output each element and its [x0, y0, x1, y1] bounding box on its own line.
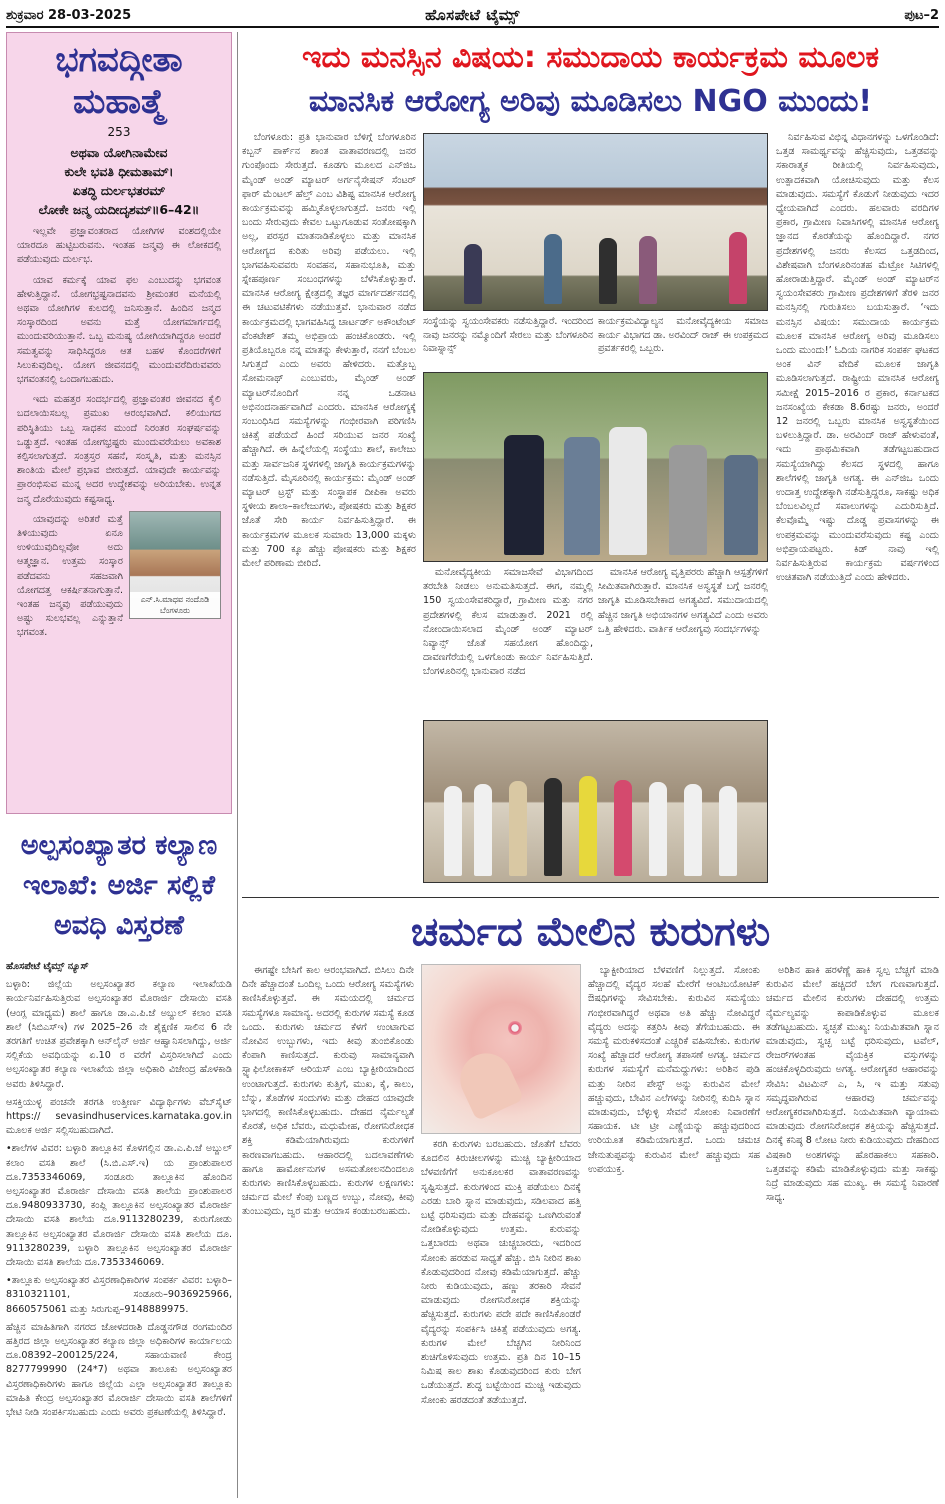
ngo-column-4 — [776, 131, 939, 889]
figure — [474, 784, 492, 876]
figure — [729, 232, 747, 304]
skin-boil-image — [421, 964, 581, 1134]
newspaper-title: ಹೊಸಪೇಟೆ ಟೈಮ್ಸ್ — [425, 6, 520, 24]
figure — [579, 776, 597, 876]
verse-line: ಕುಲೇ ಭವತಿ ಧೀಮತಾಮ್। — [64, 164, 174, 179]
figure — [724, 455, 758, 555]
section-divider — [242, 897, 939, 898]
gita-title-line1: ಭಗವದ್ಗೀತಾ — [55, 40, 183, 80]
ngo-paragraph: ಬೆಂಗಳೂರು: ಪ್ರತಿ ಭಾನುವಾರ ಬೆಳಿಗ್ಗೆ ಬೆಂಗಳೂರಿನ ಕಬ್ಬನ್ ಪಾರ್ಕ್‌ನ ಶಾಂತ ವಾತಾವರಣದಲ್ಲಿ ಜನರ ಗುಂಪೊಂದು ಸೇರುತ್ತದೆ. ಕೂಡಗು ಮೂಲದ ಎನ್‌ಜಿಒ ಮೈಂಡ್ ಅಂಡ್ ಮ್ಯಾಟರ್ ಅರ್ಗನೈಸೇಷನ್ ಸೆಂಟರ್ ಫಾರ್ ಮೆಂಟಲ್ ಹೆಲ್ತ್ ಎಂಬ ವಿಶಿಷ್ಟ ಮಾನಸಿಕ ಆರೋಗ್ಯ ಕಾರ್ಯಕ್ರಮವನ್ನು ಹಮ್ಮಿಕೊಳ್ಳಲಾಗುತ್ತದೆ. ಜನರು ಇಲ್ಲಿ ಬಂದು ಸೇರುವುದು ಕೇವಲ ಒಟ್ಟುಗೂಡುವ ಸಂತೋಷಕ್ಕಾಗಿ ಅಲ್ಲ, ಪರಸ್ಪರ ಮಾತನಾಡಿಕೊಳ್ಳಲು ಮತ್ತು ಮಾನಸಿಕ ಆರೋಗ್ಯದ ಕುರಿತು ಅರಿವು ಪಡೆಯಲು. ಇಲ್ಲಿ ಭಾಗವಹಿಸುವವರು ಸಂವಹನ, ಸಹಾನುಭೂತಿ, ಮತ್ತು ಸ್ನೇಹಪೂರ್ಣ ಸಂಬಂಧಗಳನ್ನು ಬೆಳೆಸಿಕೊಳ್ಳುತ್ತಾರೆ. ಮಾನಸಿಕ ಆರೋಗ್ಯ ಕ್ಷೇತ್ರದಲ್ಲಿ ತಜ್ಞರ ಮಾರ್ಗದರ್ಶನದಲ್ಲಿ ಈ ಚಟುವಟಿಕೆಗಳು ನಡೆಯುತ್ತವೆ. ಭಾನುವಾರ ನಡೆದ ಕಾರ್ಯಕ್ರಮದಲ್ಲಿ ಭಾಗವಹಿಸಿದ್ದ ಚಾರ್ಟರ್ಡ್ ಅಕೌಂಟೆಂಟ್ ವೆಂಕಟೇಶ್ ತಮ್ಮ ಅಭಿಪ್ರಾಯ ಹಂಚಿಕೊಂಡರು. ಇಲ್ಲಿ ಪ್ರತಿಯೊಬ್ಬರೂ ನನ್ನ ಮಾತನ್ನು ಕೇಳುತ್ತಾರೆ, ನನಗೆ ಬೆಂಬಲ ಸಿಗುತ್ತದೆ ಎಂದು ಅವರು ಹೇಳಿದರು. ಮತ್ತೊಬ್ಬ ಸೋಮನಾಥ್ ಎಂಬುವರು, ಮೈಂಡ್ ಅಂಡ್ ಮ್ಯಾಟರ್‌ನೊಂದಿಗೆ ನನ್ನ ಒಡನಾಟ ಅಭಿನಂದನಾರ್ಹವಾಗಿದೆ ಎಂದರು. ಮಾನಸಿಕ ಆರೋಗ್ಯಕ್ಕೆ ಸಂಬಂಧಿಸಿದ ಸಮಸ್ಯೆಗಳನ್ನು ಗಂಭೀರವಾಗಿ ಪರಿಗಣಿಸಿ ಚಿಕಿತ್ಸೆ ಪಡೆಯದೆ ಹಿಂದೆ ಸರಿಯುವ ಜನರ ಸಂಖ್ಯೆ ಹೆಚ್ಚಾಗಿದೆ. ಈ ಹಿನ್ನೆಲೆಯಲ್ಲಿ ಸಂಸ್ಥೆಯು ಶಾಲೆ, ಕಾಲೇಜು ಮತ್ತು ಸಾರ್ವಜನಿಕ ಸ್ಥಳಗಳಲ್ಲಿ ಜಾಗೃತಿ ಕಾರ್ಯಕ್ರಮಗಳನ್ನು ನಡೆಸುತ್ತಿದೆ. ಮೈಸೂರಿನಲ್ಲಿ ಕಾರ್ಯಕ್ರಮ: ಮೈಂಡ್ ಅಂಡ್ ಮ್ಯಾಟರ್ ಟ್ರಸ್ಟ್ ಮತ್ತು ಸಂಸ್ಥಾಪಕ ದೀಪಿಕಾ ಅವರು ಸ್ಥಳೀಯ ಶಾಲಾ–ಕಾಲೇಜುಗಳು, ಪೋಷಕರು ಮತ್ತು ಶಿಕ್ಷಕರ ಜೊತೆ ಸೇರಿ ಕಾರ್ಯ ನಿರ್ವಹಿಸುತ್ತಿದ್ದಾರೆ. ಈ ಕಾರ್ಯಕ್ರಮಗಳ ಮೂಲಕ ಸುಮಾರು 13,000 ಮಕ್ಕಳು ಮತ್ತು 700 ಕ್ಕೂ ಹೆಚ್ಚು ಪೋಷಕರು ಮತ್ತು ಶಿಕ್ಷಕರ ಮೇಲೆ ಪರಿಣಾಮ ಬೀರಿದೆ. — [242, 132, 416, 570]
ngo-headline-line1: ಇದು ಮನಸ್ಸಿನ ವಿಷಯ: ಸಮುದಾಯ ಕಾರ್ಯಕ್ರಮ ಮೂಲಕ — [302, 40, 879, 75]
ngo-column-2 — [423, 566, 593, 716]
ngo-photo-group — [423, 372, 768, 562]
issue-date: ಶುಕ್ರವಾರ 28-03-2025 — [6, 7, 132, 23]
ngo-paragraph: ಮಾನಸಿಕ ಆರೋಗ್ಯ ವೃತ್ತಿಪರರು ಹೆಚ್ಚಾಗಿ ಆಸ್ಪತ್ರೆಗಳಿಗೆ ಸೀಮಿತವಾಗಿರುತ್ತಾರೆ. ಮಾನಸಿಕ ಅಸ್ವಸ್ಥತೆ ಬಗ್ಗೆ ಜನರಲ್ಲಿ ಜಾಗೃತಿ ಮೂಡಿಸಬೇಕಾದ ಅಗತ್ಯವಿದೆ. ಸಮುದಾಯದಲ್ಲಿ ಹೆಚ್ಚಿನ ಜಾಗೃತಿ ಅಭಿಯಾನಗಳ ಅಗತ್ಯವಿದೆ ಎಂದು ಅವರು ಒತ್ತಿ ಹೇಳಿದರು. ವಾರ್ತಿಕ ಆರೋಗ್ಯವು ಸಂದರ್ಭಗಳನ್ನು — [598, 567, 768, 635]
skin-paragraph: ಬ್ಯಾಕ್ಟೀರಿಯಾದ ಬೆಳವಣಿಗೆ ನಿಲ್ಲುತ್ತದೆ. ಸೋಂಕು ಹೆಚ್ಚಾದಲ್ಲಿ ವೈದ್ಯರ ಸಲಹೆ ಮೇರೆಗೆ ಆಂಟಿಬಯೋಟಿಕ್ ಔಷಧಿಗಳನ್ನು ಸೇವಿಸಬೇಕು. ಕುರುವಿನ ಸಮಸ್ಯೆಯು ಗಂಭೀರವಾಗಿದ್ದರೆ ಅಥವಾ ಅತಿ ಹೆಚ್ಚು ನೋವಿದ್ದರೆ ವೈದ್ಯರು ಅದನ್ನು ಕತ್ತರಿಸಿ ಕೀವು ತೆಗೆಯಬಹುದು. ಈ ಸಮಸ್ಯೆ ಮರುಕಳಿಸದಂತೆ ಎಚ್ಚರಿಕೆ ವಹಿಸಬೇಕು. ಕುರುಗಳ ಸಂಖ್ಯೆ ಹೆಚ್ಚಾದರೆ ಆರೋಗ್ಯ ತಪಾಸಣೆ ಅಗತ್ಯ. ಚರ್ಮದ ಕುರುಗಳ ಸಮಸ್ಯೆಗೆ ಮನೆಮದ್ದುಗಳು: ಅರಿಶಿನ ಪುಡಿ ಮತ್ತು ನೀರಿನ ಪೇಸ್ಟ್ ಅನ್ನು ಕುರುವಿನ ಮೇಲೆ ಹಚ್ಚುವುದು, ಬೇವಿನ ಎಲೆಗಳನ್ನು ನೀರಿನಲ್ಲಿ ಕುದಿಸಿ ಸ್ನಾನ ಮಾಡುವುದು, ಬೆಳ್ಳುಳ್ಳಿ ಸೇವನೆ ಸೋಂಕು ನಿವಾರಣೆಗೆ ಸಹಾಯಕ. ಟೀ ಟ್ರೀ ಎಣ್ಣೆಯನ್ನು ಹಚ್ಚುವುದರಿಂದ ಉರಿಯೂತ ಕಡಿಮೆಯಾಗುತ್ತದೆ. ಒಂದು ಚಮಚ ಜೇನುತುಪ್ಪವನ್ನು ಕುರುವಿನ ಮೇಲೆ ಹಚ್ಚುವುದು ಸಹ ಉಪಯುಕ್ತ. — [588, 965, 760, 1175]
verse-line: ಲೋಕೇ ಜನ್ಮ ಯದೀದೃಶಮ್॥6–42॥ — [38, 202, 200, 217]
skin-paragraph: ಅರಿಶಿನ ಹಾಕಿ ಹರಳೆಣ್ಣೆ ಹಾಕಿ ಸ್ವಲ್ಪ ಬೆಚ್ಚಗೆ ಮಾಡಿ ಕುರುವಿನ ಮೇಲೆ ಹಚ್ಚಿದರೆ ಬೇಗ ಗುಣವಾಗುತ್ತದೆ. ಚರ್ಮದ ಮೇಲಿನ ಕುರುಗಳು ದೇಹದಲ್ಲಿ ಉತ್ತಮ ನೈರ್ಮಲ್ಯವನ್ನು ಕಾಪಾಡಿಕೊಳ್ಳುವ ಮೂಲಕ ತಡೆಗಟ್ಟಬಹುದು. ಸ್ವಚ್ಛತೆ ಮುಖ್ಯ: ನಿಯಮಿತವಾಗಿ ಸ್ನಾನ ಮಾಡುವುದು, ಸ್ವಚ್ಛ ಬಟ್ಟೆ ಧರಿಸುವುದು, ಟವೆಲ್, ರೇಜರ್‌ಗಳಂತಹ ವೈಯಕ್ತಿಕ ವಸ್ತುಗಳನ್ನು ಹಂಚಿಕೊಳ್ಳದಿರುವುದು ಅಗತ್ಯ. ಆರೋಗ್ಯಕರ ಆಹಾರವನ್ನು ಸೇವಿಸಿ: ವಿಟಮಿನ್ ಎ, ಸಿ, ಇ ಮತ್ತು ಸತುವು ಸಮೃದ್ಧವಾಗಿರುವ ಆಹಾರವು ಚರ್ಮವನ್ನು ಆರೋಗ್ಯಕರವಾಗಿರಿಸುತ್ತದೆ. ನಿಯಮಿತವಾಗಿ ವ್ಯಾಯಾಮ ಮಾಡುವುದು ರೋಗನಿರೋಧಕ ಶಕ್ತಿಯನ್ನು ಹೆಚ್ಚಿಸುತ್ತದೆ. ದಿನಕ್ಕೆ ಕನಿಷ್ಠ 8 ಲೋಟ ನೀರು ಕುಡಿಯುವುದು ದೇಹದಿಂದ ವಿಷಕಾರಿ ಅಂಶಗಳನ್ನು ಹೊರಹಾಕಲು ಸಹಕಾರಿ. ಒತ್ತಡವನ್ನು ಕಡಿಮೆ ಮಾಡಿಕೊಳ್ಳುವುದು ಮತ್ತು ಸಾಕಷ್ಟು ನಿದ್ರೆ ಮಾಡುವುದು ಸಹ ಮುಖ್ಯ. ಈ ಸಮಸ್ಯೆ ನಿವಾರಣೆ ಸಾಧ್ಯ. — [766, 965, 939, 1204]
author-name: ಎನ್.ಸಿ.ಮಾಧವ ನಂದೊಡಿ — [140, 594, 210, 604]
minority-headline: ಅಲ್ಪಸಂಖ್ಯಾತರ ಕಲ್ಯಾಣ ಇಲಾಖೆ: ಅರ್ಜಿ ಸಲ್ಲಿಕೆ ಅವಧಿ ವಿಸ್ತರಣೆ — [20, 830, 218, 941]
figure — [504, 435, 544, 555]
minority-paragraph: ಹೆಚ್ಚಿನ ಮಾಹಿತಿಗಾಗಿ ನಗರದ ಜೋಳದರಾಶಿ ದೊಡ್ಡನಗೌಡ ರಂಗಮಂದಿರ ಹತ್ತಿರದ ಜಿಲ್ಲಾ ಅಲ್ಪಸಂಖ್ಯಾತರ ಕಲ್ಯಾಣ ಜಿಲ್ಲಾ ಅಧಿಕಾರಿಗಳ ಕಾರ್ಯಾಲಯ ದೂ.08392–200125/224, ಸಹಾಯವಾಣಿ ಕೇಂದ್ರ 8277799990 (24*7) ಅಥವಾ ತಾಲೂಕು ಅಲ್ಪಸಂಖ್ಯಾತರ ವಿಸ್ತರಣಾಧಿಕಾರಿಗಳು ಹಾಗೂ ಜಿಲ್ಲೆಯ ಎಲ್ಲಾ ಅಲ್ಪಸಂಖ್ಯಾತರ ತಾಲ್ಲೂಕು ಮಾಹಿತಿ ಕೇಂದ್ರ ಅಲ್ಪಸಂಖ್ಯಾತರ ಮೊರಾರ್ಜಿ ದೇಸಾಯಿ ವಸತಿ ಶಾಲೆಗಳಿಗೆ ಭೇಟಿ ನೀಡಿ ಸಂಪರ್ಕಿಸಬಹುದು ಎಂದು ಅವರು ಪ್ರಕಟಣೆಯಲ್ಲಿ ತಿಳಿಸಿದ್ದಾರೆ. — [6, 1321, 232, 1419]
masthead — [6, 4, 939, 28]
column-rule — [237, 32, 238, 1498]
ngo-headline-line2: ಮಾನಸಿಕ ಆರೋಗ್ಯ ಅರಿವು ಮೂಡಿಸಲು NGO ಮುಂದು! — [308, 84, 873, 119]
ngo-photo-students — [423, 720, 768, 883]
figure — [544, 234, 562, 304]
ngo-photo-mural — [423, 133, 768, 311]
minority-paragraph: •ಶಾಲೆಗಳ ವಿವರ: ಬಳ್ಳಾರಿ ತಾಲ್ಲೂಕಿನ ಕೊಳಗಲ್ಲಿನ ಡಾ.ಎ.ಪಿ.ಜೆ ಅಬ್ದುಲ್ ಕಲಾಂ ವಸತಿ ಶಾಲೆ (ಸಿ.ಬಿ.ಎಸ್.ಇ) ಯ ಪ್ರಾಂಶುಪಾಲರ ದೂ.7353346069, ಸಂಡೂರು ತಾಲ್ಲೂಕಿನ ಹೊಂದಿನ ಅಲ್ಪಸಂಖ್ಯಾತರ ಮೊರಾರ್ಜಿ ದೇಸಾಯಿ ವಸತಿ ಶಾಲೆಯ ಪ್ರಾಂಶುಪಾಲರ ದೂ.9480933730, ಕಂಪ್ಲಿ ತಾಲ್ಲೂಕಿನ ಅಲ್ಪಸಂಖ್ಯಾತರ ಮೊರಾರ್ಜಿ ದೇಸಾಯಿ ವಸತಿ ಶಾಲೆಯ ದೂ.9113280239, ಕುರುಗೋಡು ತಾಲ್ಲೂಕಿನ ಅಲ್ಪಸಂಖ್ಯಾತರ ಮೊರಾರ್ಜಿ ದೇಸಾಯಿ ವಸತಿ ಶಾಲೆಯ ದೂ. 9113280239, ಬಳ್ಳಾರಿ ತಾಲ್ಲೂಕಿನ ಅಲ್ಪಸಂಖ್ಯಾತರ ಮೊರಾರ್ಜಿ ದೇಸಾಯಿ ವಸತಿ ಶಾಲೆಯ ದೂ.7353346069. — [6, 1143, 232, 1269]
finger-shape — [452, 1045, 524, 1121]
ngo-caption-2: ಕಾರ್ಯಕ್ರಮವಿದ್ಯಾಲ್ಯನ ಮನೋವೈದ್ಯಕೀಯ ಸಮಾಜ ಕಾರ್ಯ ವಿಭಾಗದ ಡಾ. ಅರವಿಂದ್ ರಾಜ್ ಈ ಉಪಕ್ರಮದ ಪ್ರವರ್ತಕರಲ್ಲಿ ಒಬ್ಬರು. — [598, 316, 768, 355]
gita-body — [17, 225, 221, 641]
gita-title-line2: ಮಹಾತ್ಮೆ — [73, 82, 165, 122]
minority-body — [6, 960, 232, 1504]
minority-byline: ಹೊಸಪೇಟೆ ಟೈಮ್ಸ್ ನ್ಯೂಸ್ — [6, 961, 89, 972]
ngo-headline — [242, 36, 939, 124]
figure — [719, 786, 737, 876]
skin-column-3 — [588, 964, 760, 1496]
author-photo — [129, 511, 221, 619]
figure — [464, 244, 482, 304]
figure — [444, 786, 462, 876]
ngo-paragraph: ನಿರ್ವಹಿಸುವ ವಿಭಿನ್ನ ವಿಧಾನಗಳನ್ನು ಒಳಗೊಂಡಿದೆ: ಒತ್ತಡ ಸಾಮರ್ಥ್ಯವನ್ನು ಹೆಚ್ಚಿಸುವುದು, ಒತ್ತಡವನ್ನು ಸಕಾರಾತ್ಮಕ ರೀತಿಯಲ್ಲಿ ನಿರ್ವಹಿಸುವುದು, ಉತ್ಪಾದಕವಾಗಿ ಯೋಚಿಸುವುದು ಮತ್ತು ಕೆಲಸ ಮಾಡುವುದು. ಸಮಸ್ಯೆಗೆ ಕೊಡುಗೆ ನೀಡುವುದು ಇದರ ಧ್ಯೇಯವಾಗಿದೆ ಎಂದರು. ಹಲವಾರು ವರದಿಗಳ ಪ್ರಕಾರ, ಗ್ರಾಮೀಣ ನಿವಾಸಿಗಳಲ್ಲಿ ಮಾನಸಿಕ ಆರೋಗ್ಯ ಜ್ಞಾನದ ಕೊರತೆಯನ್ನು ಹೊಂದಿದ್ದಾರೆ. ನಗರ ಪ್ರದೇಶಗಳಲ್ಲಿ ಜನರು ಕೆಲಸದ ಒತ್ತಡದಿಂದ, ವಿಶೇಷವಾಗಿ ಬೆಂಗಳೂರಿನಂತಹ ಮೆಟ್ರೋ ಸಿಟಿಗಳಲ್ಲಿ ಹೋರಾಡುತ್ತಿದ್ದಾರೆ. ಮೈಂಡ್ ಅಂಡ್ ಮ್ಯಾಟರ್‌ನ ಸ್ವಯಂಸೇವಕರು ಗ್ರಾಮೀಣ ಪ್ರದೇಶಗಳಿಗೆ ತೆರಳಿ ಜನರ ಮನಸ್ಸಿನಲ್ಲಿ ಗುರುತಿಸಲು ಬಯಸುತ್ತಾರೆ. ‘ಇದು ಮನಸ್ಸಿನ ವಿಷಯ: ಸಮುದಾಯ ಕಾರ್ಯಕ್ರಮ ಮೂಲಕ ಮಾನಸಿಕ ಆರೋಗ್ಯ ಅರಿವು ಮೂಡಿಸಲು ಒಂದು ಮುಂದು!’ ಓದಿಯ ನಾಗರಿಕ ಸಂಪರ್ಕ ಘಟಕದ ಅಂಕ ವಿನ್ ವೇದಿಕೆ ಮೂಲಕ ಜಾಗೃತಿ ಮೂಡಿಸಲಾಗುತ್ತದೆ. ರಾಷ್ಟ್ರೀಯ ಮಾನಸಿಕ ಆರೋಗ್ಯ ಸಮೀಕ್ಷೆ 2015–2016 ರ ಪ್ರಕಾರ, ಕರ್ನಾಟಕದ ಜನಸಂಖ್ಯೆಯ ಕೇಕಡಾ 8.6ರಷ್ಟು ಜನರು, ಅಂದರೆ 12 ಜನರಲ್ಲಿ ಒಬ್ಬರು ಮಾನಸಿಕ ಅಸ್ವಸ್ಥತೆಯಿಂದ ಬಳಲುತ್ತಿದ್ದಾರೆ. ಡಾ. ಅರವಿಂದ್ ರಾಜ್ ಹೇಳುವಂತೆ, ಇದು ಪ್ರಾಥಮಿಕವಾಗಿ ತಡೆಗಟ್ಟಬಹುದಾದ ಸಮಸ್ಯೆಯಾಗಿದ್ದು ಕೆಲಸದ ಸ್ಥಳದಲ್ಲಿ ಹಾಗೂ ಶಾಲೆಗಳಲ್ಲಿ ಜಾಗೃತಿ ಅಗತ್ಯ. ಈ ಎನ್‌ಜಿಒ ಒಂದು ಉದಾತ್ತ ಉದ್ದೇಶಕ್ಕಾಗಿ ನಡೆಸುತ್ತಿದ್ದರೂ, ಸಾಕಷ್ಟು ಅಧಿಕ ಬೆಂಬಲವಿಲ್ಲದೆ ಸವಾಲುಗಳನ್ನು ಎದುರಿಸುತ್ತಿದೆ. ಕೆಲವೊಮ್ಮೆ ಇಷ್ಟು ದೊಡ್ಡ ಪ್ರವಾಸಗಳನ್ನು ಈ ಉಪಕ್ರಮವನ್ನು ಮುಂದುವರೆಸುವುದು ಕಷ್ಟ ಎಂದು ಅಭಿಪ್ರಾಯಪಟ್ಟರು. ಕಿಡ್ ನಾವು ಇಲ್ಲಿ ನಿರ್ವಹಿಸುತ್ತಿರುವ ಕಾರ್ಯಕ್ರಮ ವರ್ಷಗಳಿಂದ ಉಚಿತವಾಗಿ ನಡೆಯುತ್ತಿದೆ ಎಂದು ಹೇಳಿದರು. — [776, 132, 939, 584]
figure — [684, 784, 702, 876]
figure — [669, 445, 707, 555]
verse-line: ಅಥವಾ ಯೋಗಿನಾಮೇವ — [70, 145, 168, 160]
gita-number: 253 — [107, 125, 131, 139]
skin-column-2 — [421, 1138, 581, 1496]
verse-line: ಏತದ್ಧಿ ದುರ್ಲಭತರಮ್ — [72, 183, 166, 198]
figure — [639, 236, 657, 304]
gita-paragraph: ಇದು ಮಹತ್ತರ ಸಂದರ್ಭದಲ್ಲಿ ಪ್ರಜ್ಞಾವಂತರ ಜೀವನದ ಕೈಲಿ ಬದಲಾಯಿಸಬಲ್ಲ ಪ್ರಮುಖ ಆರಂಭವಾಗಿದೆ. ಕಲಿಯುಗದ ಪರಿಸ್ಥಿತಿಯು ಒಬ್ಬ ಸಾಧಕನ ಮುಂದೆ ನಿರಂತರ ಸಂಘರ್ಷವನ್ನು ಒಡ್ಡುತ್ತದೆ. ಇಂತಹ ಯೋಗಭ್ರಷ್ಟರು ಮುಂದುವರೆಯಲು ಅವಕಾಶ ಕಲ್ಪಿಸಲಾಗುತ್ತದೆ. ಸಂತ್ರಸ್ತರ ಸಹನೆ, ಸಂಸ್ಕೃತಿ, ಮತ್ತು ಮನಸ್ಸಿನ ಶಾಂತಿಯ ಮೇಲೆ ಪ್ರಭಾವ ಬೀರುತ್ತದೆ. ಯಾವುದೇ ಕಾರ್ಯವನ್ನು ಪ್ರಾರಂಭಿಸುವ ಮುನ್ನ ಅದರ ಉದ್ದೇಶವನ್ನು ಅರಿಯಬೇಕು. ಉನ್ನತ ಜನ್ಮ ದೊರೆಯುವುದು ಕಷ್ಟಸಾಧ್ಯ. — [17, 394, 221, 505]
ngo-column-1 — [242, 131, 416, 889]
figure — [564, 437, 600, 555]
page-number: ಪುಟ–2 — [904, 7, 939, 23]
ngo-column-3 — [598, 566, 768, 716]
minority-paragraph: ಆಸಕ್ತಿಯುಳ್ಳ ಪಂಚನೇ ತರಗತಿ ಉತ್ತೀರ್ಣ ವಿದ್ಯಾರ್ಥಿಗಳು ವೆಬ್‌ಸೈಟ್ https:// sevasindhuservices.karnataka.gov.in ಮೂಲಕ ಅರ್ಜಿ ಸಲ್ಲಿಸಬಹುದಾಗಿದೆ. — [6, 1096, 232, 1137]
gita-verse — [17, 143, 221, 219]
skin-paragraph: ಕರಗಿ ಕುರುಗಳು ಬರಬಹುದು. ಜೊತೆಗೆ ಬೆವರು ಕೂದಲಿನ ಕಿರುಚೀಲಗಳನ್ನು ಮುಚ್ಚಿ ಬ್ಯಾಕ್ಟೀರಿಯಾದ ಬೆಳವಣಿಗೆಗೆ ಅನುಕೂಲಕರ ವಾತಾವರಣವನ್ನು ಸೃಷ್ಟಿಸುತ್ತದೆ. ಕುರುಗಳಿಂದ ಮುಕ್ತಿ ಪಡೆಯಲು ದಿನಕ್ಕೆ ಎರಡು ಬಾರಿ ಸ್ನಾನ ಮಾಡುವುದು, ಸಡಿಲವಾದ ಹತ್ತಿ ಬಟ್ಟೆ ಧರಿಸುವುದು ಮತ್ತು ದೇಹವನ್ನು ಒಣಗಿರುವಂತೆ ನೋಡಿಕೊಳ್ಳುವುದು ಉತ್ತಮ. ಕುರುವನ್ನು ಒತ್ತಬಾರದು ಅಥವಾ ಚುಚ್ಚಬಾರದು, ಇದರಿಂದ ಸೋಂಕು ಹರಡುವ ಸಾಧ್ಯತೆ ಹೆಚ್ಚು. ಬಿಸಿ ನೀರಿನ ಶಾಖ ಕೊಡುವುದರಿಂದ ನೋವು ಕಡಿಮೆಯಾಗುತ್ತದೆ. ಹೆಚ್ಚು ನೀರು ಕುಡಿಯುವುದು, ಹಣ್ಣು ತರಕಾರಿ ಸೇವನೆ ಮಾಡುವುದು ರೋಗನಿರೋಧಕ ಶಕ್ತಿಯನ್ನು ಹೆಚ್ಚಿಸುತ್ತದೆ. ಕುರುಗಳು ಪದೇ ಪದೇ ಕಾಣಿಸಿಕೊಂಡರೆ ವೈದ್ಯರನ್ನು ಸಂಪರ್ಕಿಸಿ ಚಿಕಿತ್ಸೆ ಪಡೆಯುವುದು ಅಗತ್ಯ. ಕುರುಗಳ ಮೇಲೆ ಬೆಚ್ಚಗಿನ ನೀರಿನಿಂದ ಶುಚಿಗೊಳಿಸುವುದು ಉತ್ತಮ. ಪ್ರತಿ ದಿನ 10–15 ನಿಮಿಷ ಕಾಲ ಶಾಖ ಕೊಡುವುದರಿಂದ ಕುರು ಬೇಗ ಒಡೆಯುತ್ತದೆ. ಶುದ್ಧ ಬಟ್ಟೆಯಿಂದ ಮುಚ್ಚಿ ಇಡುವುದು ಸೋಂಕು ಹರಡದಂತೆ ತಡೆಯುತ್ತದೆ. — [421, 1139, 581, 1406]
ngo-paragraph: ಮನೋವೈದ್ಯಕೀಯ ಸಮಾಜಸೇವೆ ವಿಭಾಗದಿಂದ ತರಬೇತಿ ನೀಡಲು ಅನುಮತಿಸುತ್ತದೆ. ಈಗ, ನಮ್ಮಲ್ಲಿ 150 ಸ್ವಯಂಸೇವಕರಿದ್ದಾರೆ, ಗ್ರಾಮೀಣ ಮತ್ತು ನಗರ ಪ್ರದೇಶಗಳಲ್ಲಿ ಕೆಲಸ ಮಾಡುತ್ತಾರೆ. 2021 ರಲ್ಲಿ ನೋಂದಾಯಿಸಲಾದ ಮೈಂಡ್ ಅಂಡ್ ಮ್ಯಾಟರ್ ನಿವ್ಯಾನ್ಸ್ ಜೊತೆ ಸಹಯೋಗ ಹೊಂದಿದ್ದು, ದಾವಣಗೆರೆಯಲ್ಲಿ ಒಳಗೊಂಡು ಕಾರ್ಯ ನಿರ್ವಹಿಸುತ್ತಿದೆ. ಬೆಂಗಳೂರಿನಲ್ಲಿ ಭಾನುವಾರ ನಡೆದ — [423, 567, 593, 678]
skin-column-1 — [242, 964, 414, 1496]
minority-paragraph: •ತಾಲ್ಲೂಕು ಅಲ್ಪಸಂಖ್ಯಾತರ ವಿಸ್ತರಣಾಧಿಕಾರಿಗಳ ಸಂಪರ್ಕ ವಿವರ: ಬಳ್ಳಾರಿ–8310321101, ಸಂಡೂರು–9036925966, 8660575061 ಮತ್ತು ಸಿರುಗುಪ್ಪ–9148889975. — [6, 1275, 232, 1315]
gita-paragraph: ಯಾವ ಕರ್ಮಕ್ಕೆ ಯಾವ ಫಲ ಎಂಬುದನ್ನು ಭಗವಂತ ಹೇಳುತ್ತಿದ್ದಾನೆ. ಯೋಗಭ್ರಷ್ಟನಾದವನು ಶ್ರೀಮಂತರ ಮನೆಯಲ್ಲಿ ಅಥವಾ ಯೋಗಿಗಳ ಕುಲದಲ್ಲಿ ಜನಿಸುತ್ತಾನೆ. ಹಿಂದಿನ ಜನ್ಮದ ಸಂಸ್ಕಾರದಿಂದ ಅವನು ಮತ್ತೆ ಯೋಗಮಾರ್ಗದಲ್ಲಿ ಮುಂದುವರಿಯುತ್ತಾನೆ. ಒಬ್ಬ ಮನುಷ್ಯ ಯೋಗಿಯಾಗಿದ್ದರೂ ಅಂದರೆ ಸಮತ್ವವನ್ನು ಸಾಧಿಸಿದ್ದರೂ ಆತ ಬಹಳ ಕೊಂದರೆಗಳಿಗೆ ಸಿಲುಕುವುದಿಲ್ಲ. ಯೋಗ ಜೀವನದಲ್ಲಿ ಮುಂದುವರೆದಿರುವವರು ಭಗವಂತನಲ್ಲಿ ಒಂದಾಗಬಹುದು. — [17, 274, 221, 386]
skin-headline: ಚರ್ಮದ ಮೇಲಿನ ಕುರುಗಳು — [410, 908, 771, 955]
skin-paragraph: ಈಗಷ್ಟೇ ಬೇಸಿಗೆ ಕಾಲ ಆರಂಭವಾಗಿದೆ. ಬಿಸಿಲು ದಿನೇ ದಿನೇ ಹೆಚ್ಚಾದಂತೆ ಒಂದಿಲ್ಲ ಒಂದು ಆರೋಗ್ಯ ಸಮಸ್ಯೆಗಳು ಕಾಣಿಸಿಕೊಳ್ಳುತ್ತವೆ. ಈ ಸಮಯದಲ್ಲಿ ಚರ್ಮದ ಸಮಸ್ಯೆಗಳೂ ಸಾಮಾನ್ಯ. ಅದರಲ್ಲಿ ಕುರುಗಳ ಸಮಸ್ಯೆ ಕೂಡ ಒಂದು. ಕುರುಗಳು ಚರ್ಮದ ಕೆಳಗೆ ಉಂಟಾಗುವ ನೋವಿನ ಉಬ್ಬುಗಳು, ಇದು ಕೀವು ತುಂಬಿಕೊಂಡು ಕೆಂಪಾಗಿ ಕಾಣಿಸುತ್ತದೆ. ಕುರುವು ಸಾಮಾನ್ಯವಾಗಿ ಸ್ಟ್ಯಾಫಿಲೋಕಾಕಸ್ ಆರಿಯಸ್ ಎಂಬ ಬ್ಯಾಕ್ಟೀರಿಯಾದಿಂದ ಉಂಟಾಗುತ್ತದೆ. ಕುರುಗಳು ಕುತ್ತಿಗೆ, ಮುಖ, ಕೈ, ಕಾಲು, ಬೆನ್ನು, ತೊಡೆಗಳ ಸಂದುಗಳು ಮತ್ತು ದೇಹದ ಯಾವುದೇ ಭಾಗದಲ್ಲಿ ಕಾಣಿಸಿಕೊಳ್ಳಬಹುದು. ದೇಹದ ನೈರ್ಮಲ್ಯತೆ ಕೊರತೆ, ಅಧಿಕ ಬೆವರು, ಮಧುಮೇಹ, ರೋಗನಿರೋಧಕ ಶಕ್ತಿ ಕಡಿಮೆಯಾಗಿರುವುದು ಕುರುಗಳಿಗೆ ಕಾರಣವಾಗಬಹುದು. ಆಹಾರದಲ್ಲಿ ಬದಲಾವಣೆಗಳು ಹಾಗೂ ಹಾರ್ಮೋನುಗಳ ಅಸಮತೋಲನದಿಂದಲೂ ಕುರುಗಳು ಕಾಣಿಸಿಕೊಳ್ಳಬಹುದು. ಕುರುಗಳ ಲಕ್ಷಣಗಳು: ಚರ್ಮದ ಮೇಲೆ ಕೆಂಪು ಬಣ್ಣದ ಉಬ್ಬು, ನೋವು, ಕೀವು ತುಂಬುವುದು, ಜ್ವರ ಮತ್ತು ಆಯಾಸ ಕಂಡುಬರಬಹುದು. — [242, 965, 414, 1218]
gita-paragraph: ಇಲ್ಲವೇ ಪ್ರಜ್ಞಾವಂತರಾದ ಯೋಗಿಗಳ ವಂಶದಲ್ಲಿಯೇ ಯಾರದೂ ಹುಟ್ಟಿಬರುವನು. ಇಂತಹ ಜನ್ಮವು ಈ ಲೋಕದಲ್ಲಿ ಪಡೆಯುವುದು ದುರ್ಲಭ. — [17, 226, 221, 266]
skin-column-4 — [766, 964, 939, 1496]
gita-paragraph: ಯಾವುದನ್ನು ಅರಿತರೆ ಮತ್ತೆ ತಿಳಿಯುವುದು ಏನೂ ಉಳಿಯುವುದಿಲ್ಲವೋ ಅದು ಆತ್ಮಜ್ಞಾನ. ಉತ್ತಮ ಸಂಸ್ಕಾರ ಪಡೆದವನು ಸಹಜವಾಗಿ ಯೋಗದತ್ತ ಆಕರ್ಷಿತನಾಗುತ್ತಾನೆ. ಇಂತಹ ಜನ್ಮವು ಪಡೆಯುವುದು ಅಷ್ಟು ಸುಲಭವಲ್ಲ ಎನ್ನುತ್ತಾನೆ ಭಗವಂತ. — [17, 513, 123, 639]
gita-box — [6, 32, 232, 814]
figure — [544, 778, 562, 876]
author-place: ಬೆಂಗಳೂರು — [160, 605, 190, 615]
author-caption — [130, 592, 220, 618]
figure — [599, 238, 617, 304]
minority-paragraph: ಬಳ್ಳಾರಿ: ಜಿಲ್ಲೆಯ ಅಲ್ಪಸಂಖ್ಯಾತರ ಕಲ್ಯಾಣ ಇಲಾಖೆಯಡಿ ಕಾರ್ಯನಿರ್ವಹಿಸುತ್ತಿರುವ ಅಲ್ಪಸಂಖ್ಯಾತರ ಮೊರಾರ್ಜಿ ದೇಸಾಯಿ ವಸತಿ (ಆಂಗ್ಲ ಮಾಧ್ಯಮ) ಶಾಲೆ ಹಾಗೂ ಡಾ.ಎ.ಪಿ.ಜೆ ಅಬ್ದುಲ್ ಕಲಾಂ ವಸತಿ ಶಾಲೆ (ಸಿಬಿಎಸ್‌ಇ) ಗಳ 2025–26 ನೇ ಶೈಕ್ಷಣಿಕ ಸಾಲಿನ 6 ನೇ ತರಗತಿಗೆ ಉಚಿತ ಪ್ರವೇಶಕ್ಕಾಗಿ ಆನ್‌ಲೈನ್ ಅರ್ಜಿ ಆಹ್ವಾನಿಸಲಾಗಿದ್ದು, ಅರ್ಜಿ ಸಲ್ಲಿಕೆಯ ಅವಧಿಯನ್ನು ಏ.10 ರ ವರೆಗೆ ವಿಸ್ತರಿಸಲಾಗಿದೆ ಎಂದು ಅಲ್ಪಸಂಖ್ಯಾತರ ಕಲ್ಯಾಣ ಇಲಾಖೆಯ ಜಿಲ್ಲಾ ಅಧಿಕಾರಿ ವಿಜೇಂದ್ರ ಹೊಳಕಾಡಿ ಅವರು ತಿಳಿಸಿದ್ದಾರೆ. — [6, 979, 232, 1090]
figure — [614, 780, 632, 876]
figure — [609, 427, 647, 555]
boil-spot — [508, 1021, 522, 1035]
figure — [649, 782, 667, 876]
figure — [509, 781, 527, 876]
ngo-caption-1: ಸಂಸ್ಥೆಯನ್ನು ಸ್ವಯಂಸೇವಕರು ನಡೆಸುತ್ತಿದ್ದಾರೆ. ಇಂದರಿಂದ ನಾವು ಜನರನ್ನು ನಮ್ಮೊಂದಿಗೆ ಸೇರಲು ಮತ್ತು ಬೆಂಗಳೂರಿನ ನಿವಾಸ್ನಾನ್ಸ್ — [423, 316, 593, 355]
